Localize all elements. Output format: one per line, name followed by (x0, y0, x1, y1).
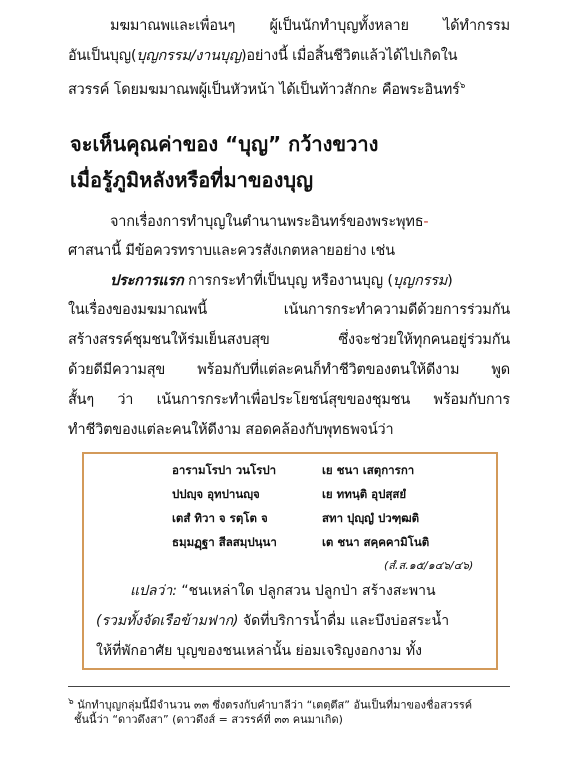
first-point-line-2: ในเรื่องของมฆมาณพนี้ เน้นการกระทำความดีด้วยการร่วมกัน (68, 302, 510, 318)
first-point-line-4: ด้วยดีมีความสุข พร้อมกับที่แต่ละคนก็ทำชีวิตของตนให้ดีงาม พูด (68, 362, 510, 378)
intro-paragraph-line-2: ศาสนานี้ มีข้อควรทราบและควรสังเกตหลายอย่าง เช่น (68, 243, 395, 259)
first-point-line-6: ทำชีวิตของแต่ละคนให้ดีงาม สอดคล้องกับพุทธพจน์ว่า (68, 422, 394, 438)
section-heading-line-1: จะเห็นคุณค่าของ “บุญ” กว้างขวาง (70, 132, 379, 156)
intro-paragraph-line-1 (110, 212, 428, 232)
footnote-marker: ๖ (459, 81, 466, 91)
verse-right-1: เย ชนา เสตุการกา (322, 463, 415, 477)
verse-right-3: สทา ปุญฺญํ ปวฑฺฒติ (322, 511, 420, 525)
text-segment: การกระทำที่เป็นบุญ หรืองานบุญ ( (183, 273, 393, 289)
translation-line-1 (130, 580, 436, 602)
verse-left-2: ปปญฺจ อุทปานญฺจ (172, 487, 260, 501)
verse-right-2: เย ททนฺติ อุปสฺสยํ (322, 487, 407, 501)
text-segment: ) (447, 273, 453, 289)
translation-label: แปลว่า: (130, 583, 177, 599)
verse-right-4: เต ชนา สคฺคคามิโนติ (322, 535, 430, 549)
top-paragraph-line-3 (68, 76, 465, 100)
verse-left-1: อารามโรปา วนโรปา (172, 463, 277, 477)
text-segment: จากเรื่องการทำบุญในตำนานพระอินทร์ของพระพุทธ (110, 214, 424, 230)
text-segment: จัดที่บริการน้ำดื่ม และบึงบ่อสระน้ำ (238, 613, 450, 629)
first-point-line-5: สั้นๆ ว่า เน้นการกระทำเพื่อประโยชน์สุขของชุมชน พร้อมกับการ (68, 392, 510, 408)
section-heading-line-2: เมื่อรู้ภูมิหลังหรือที่มาของบุญ (70, 168, 314, 192)
verse-left-3: เตสํ ทิวา จ รตฺโต จ (172, 511, 268, 525)
translation-line-3: ให้ที่พักอาศัย บุญของชนเหล่านั้น ย่อมเจริญงอกงาม ทั้ง (96, 643, 422, 659)
top-paragraph-line-2 (68, 46, 457, 66)
footnote-marker: ๖ (68, 697, 74, 707)
first-point-line-1 (110, 271, 453, 291)
text-segment: “ชนเหล่าใด ปลูกสวน ปลูกป่า สร้างสะพาน (176, 583, 436, 599)
footnote-divider (68, 686, 510, 687)
text-segment: สวรรค์ โดยมฆมาณพผู้เป็นหัวหน้า ได้เป็นท้าวสักกะ คือพระอินทร์ (68, 81, 460, 98)
verse-reference: (สํ.ส.๑๕/๑๔๖/๔๖) (384, 559, 474, 572)
text-segment: อันเป็นบุญ( (68, 48, 137, 64)
verse-left-4: ธมฺมฏฺฐา สีลสมฺปนฺนา (172, 535, 277, 549)
translation-line-2 (96, 610, 449, 632)
first-point-label: ประการแรก (110, 273, 184, 289)
italic-term: บุญกรรม (392, 273, 448, 289)
first-point-line-3: สร้างสรรค์ชุมชนให้ร่มเย็นสงบสุข ซึ่งจะช่วยให้ทุกคนอยู่ร่วมกัน (68, 332, 510, 348)
text-segment: )อย่างนี้ เมื่อสิ้นชีวิตแล้วได้ไปเกิดใน (240, 48, 458, 64)
text-segment: นักทำบุญกลุ่มนี้มีจำนวน ๓๓ ซึ่งตรงกับคำบาลีว่า “เตตฺตึส” อันเป็นที่มาของชื่อสวรรค์ (73, 698, 473, 712)
italic-term: บุญกรรม/งานบุญ (136, 48, 241, 64)
footnote-line-1 (68, 694, 472, 714)
verse-box (82, 452, 498, 670)
italic-note: (รวมทั้งจัดเรือข้ามฟาก) (96, 613, 239, 629)
hyphen-mark: - (423, 214, 429, 230)
top-paragraph-line-1: มฆมาณพและเพื่อนๆ ผู้เป็นนักทำบุญทั้งหลาย ได้ทำกรรม (110, 18, 510, 34)
footnote-line-2: ชั้นนี้ว่า “ดาวดึงสา” (ดาวดึงส์ = สวรรค์ที่ ๓๓ คนมาเกิด) (74, 713, 343, 726)
